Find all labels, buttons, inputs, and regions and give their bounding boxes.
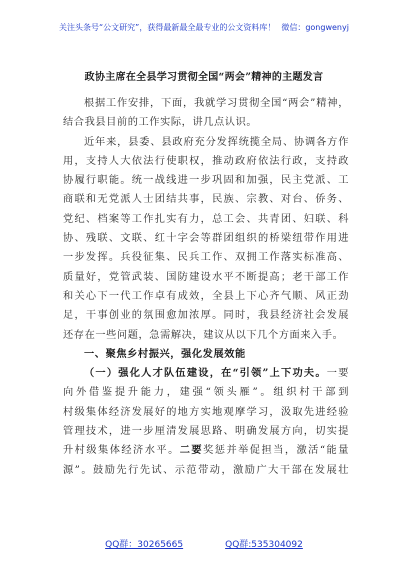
body-text: 组织村干部到	[273, 387, 349, 399]
body-text: 升村级集体经济水平。	[63, 445, 180, 457]
body-line: 和关心下一代工作卓有成效，全县上下心齐气顺、风正劲	[63, 290, 349, 302]
body-line: 协、残联、文联、红十字会等群团组织的桥梁纽带作用进	[63, 233, 349, 245]
subsection-tail: 一要	[326, 368, 349, 380]
subsection-line	[63, 364, 349, 383]
body-line: 一步发挥。兵役征集、民兵工作、双拥工作落实标准高、	[63, 252, 349, 264]
document-body	[63, 94, 349, 480]
body-line: 用，支持人大依法行使职权，推动政府依法行政，支持政	[63, 155, 349, 167]
body-line: 村级集体经济发展好的地方实地观摩学习，汲取先进经验	[63, 406, 349, 418]
footer	[0, 537, 408, 550]
body-text: 奖惩并举促担当，激活“能量	[203, 445, 349, 457]
banner-wechat: 微信：gongwenyj	[281, 23, 349, 32]
section-heading: 一、聚焦乡村振兴，强化发展效能	[84, 347, 246, 360]
body-line	[63, 441, 349, 460]
body-line: 结合我县目前的工作实际，讲几点认识。	[63, 117, 258, 129]
body-line: 还存在一些问题，急需解决，建议从以下几个方面来入手。	[63, 329, 344, 341]
body-text: 向外借鉴提升能力，建强“领头雁”。	[63, 387, 274, 399]
banner-text: 关注头条号“公文研究”，获得最新最全最专业的公文资料库！	[59, 23, 276, 32]
body-line: 足，干事创业的氛围愈加浓厚。同时，我县经济社会发展	[63, 310, 349, 322]
body-line: 协履行职能。统一战线进一步巩固和加强，民主党派、工	[63, 175, 349, 187]
document-title: 政协主席在全县学习贯彻全国“两会”精神的主题发言	[84, 72, 324, 83]
qq-group-1[interactable]: QQ群：30265665	[105, 540, 184, 550]
body-line	[63, 383, 349, 402]
body-line: 根据工作安排，下面，我就学习贯彻全国“两会”精神，	[84, 98, 349, 109]
bold-text: 二要	[179, 444, 204, 457]
body-line: 管理技术，进一步厘清发展思路、明确发展方向，切实提	[63, 426, 349, 438]
body-line: 党纪、档案等工作扎实有力，总工会、共青团、妇联、科	[63, 213, 349, 225]
body-line: 近年来，县委、县政府充分发挥统揽全局、协调各方作	[84, 136, 349, 148]
subsection-heading: （一）强化人才队伍建设，在“引领”上下功夫。	[84, 367, 327, 380]
body-line: 商联和无党派人士团结共事，民族、宗教、对台、侨务、	[63, 194, 349, 206]
top-banner	[0, 22, 408, 33]
body-line: 源”。鼓励先行先试、示范带动，激励广大干部在发展壮	[63, 464, 349, 476]
body-line: 质量好，党管武装、国防建设水平不断提高；老干部工作	[63, 271, 349, 283]
qq-group-2[interactable]: QQ群:535304092	[225, 540, 303, 550]
